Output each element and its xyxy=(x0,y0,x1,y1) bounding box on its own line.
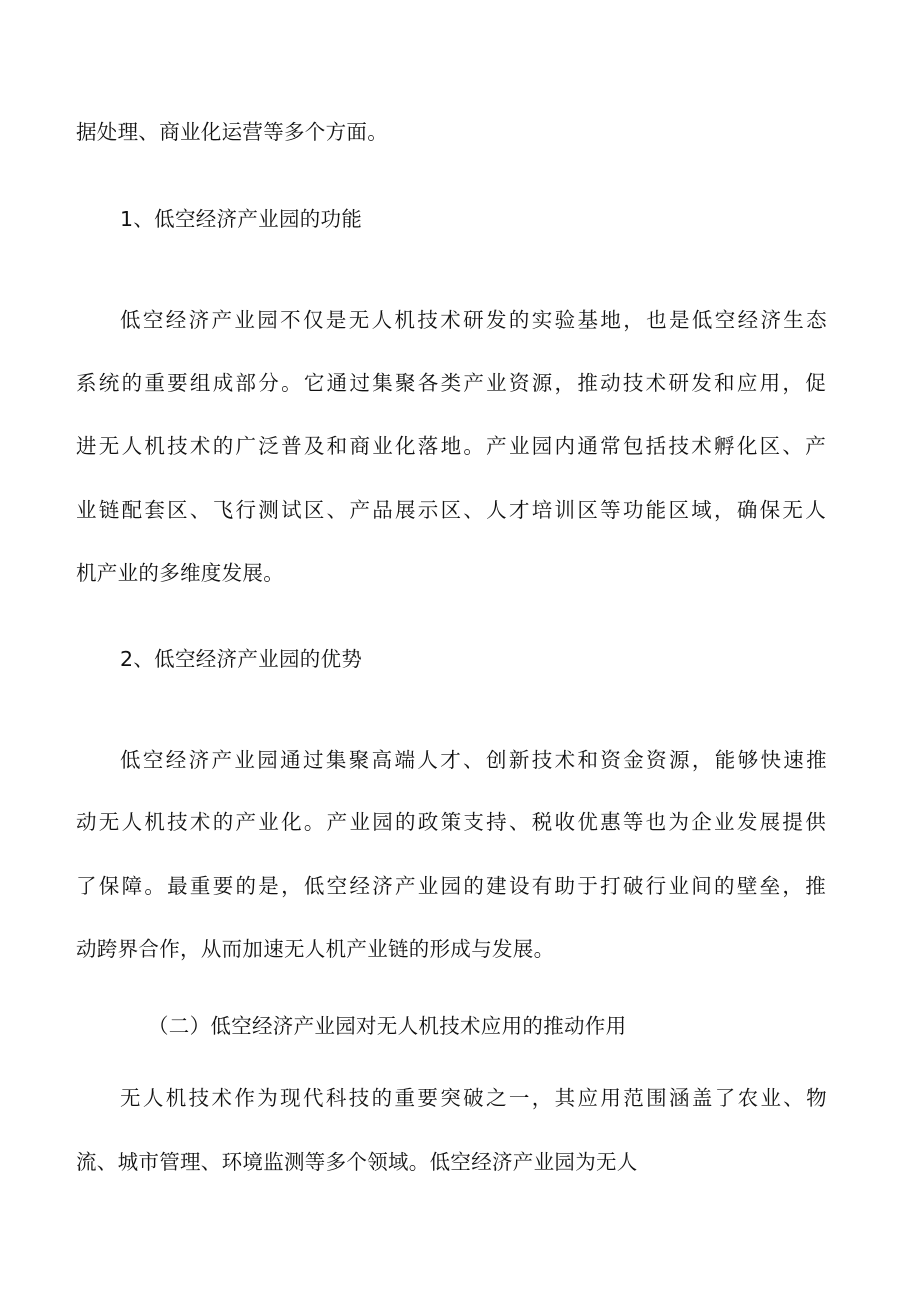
paragraph-2-line-2: 动无人机技术的产业化。产业园的政策支持、税收优惠等也为企业发展提供 xyxy=(76,810,826,834)
paragraph-3-line-2: 流、城市管理、环境监测等多个领域。低空经济产业园为无人 xyxy=(76,1150,638,1174)
section-heading: （二）低空经济产业园对无人机技术应用的推动作用 xyxy=(148,1014,627,1038)
paragraph-1-line-3: 进无人机技术的广泛普及和商业化落地。产业园内通常包括技术孵化区、产 xyxy=(76,434,826,458)
paragraph-3-line-1: 无人机技术作为现代科技的重要突破之一，其应用范围涵盖了农业、物 xyxy=(120,1086,827,1110)
paragraph-1-line-5: 机产业的多维度发展。 xyxy=(76,561,284,585)
heading-advantages: 2、低空经济产业园的优势 xyxy=(120,647,363,671)
intro-line: 据处理、商业化运营等多个方面。 xyxy=(76,120,388,144)
heading-functions: 1、低空经济产业园的功能 xyxy=(120,207,363,231)
paragraph-2-line-1: 低空经济产业园通过集聚高端人才、创新技术和资金资源，能够快速推 xyxy=(120,748,827,772)
paragraph-1-line-4: 业链配套区、飞行测试区、产品展示区、人才培训区等功能区域，确保无人 xyxy=(76,498,826,522)
paragraph-1-line-1: 低空经济产业园不仅是无人机技术研发的实验基地，也是低空经济生态 xyxy=(120,308,827,332)
paragraph-2-line-4: 动跨界合作，从而加速无人机产业链的形成与发展。 xyxy=(76,937,555,961)
paragraph-1-line-2: 系统的重要组成部分。它通过集聚各类产业资源，推动技术研发和应用，促 xyxy=(76,371,826,395)
paragraph-2-line-3: 了保障。最重要的是，低空经济产业园的建设有助于打破行业间的壁垒，推 xyxy=(76,874,826,898)
